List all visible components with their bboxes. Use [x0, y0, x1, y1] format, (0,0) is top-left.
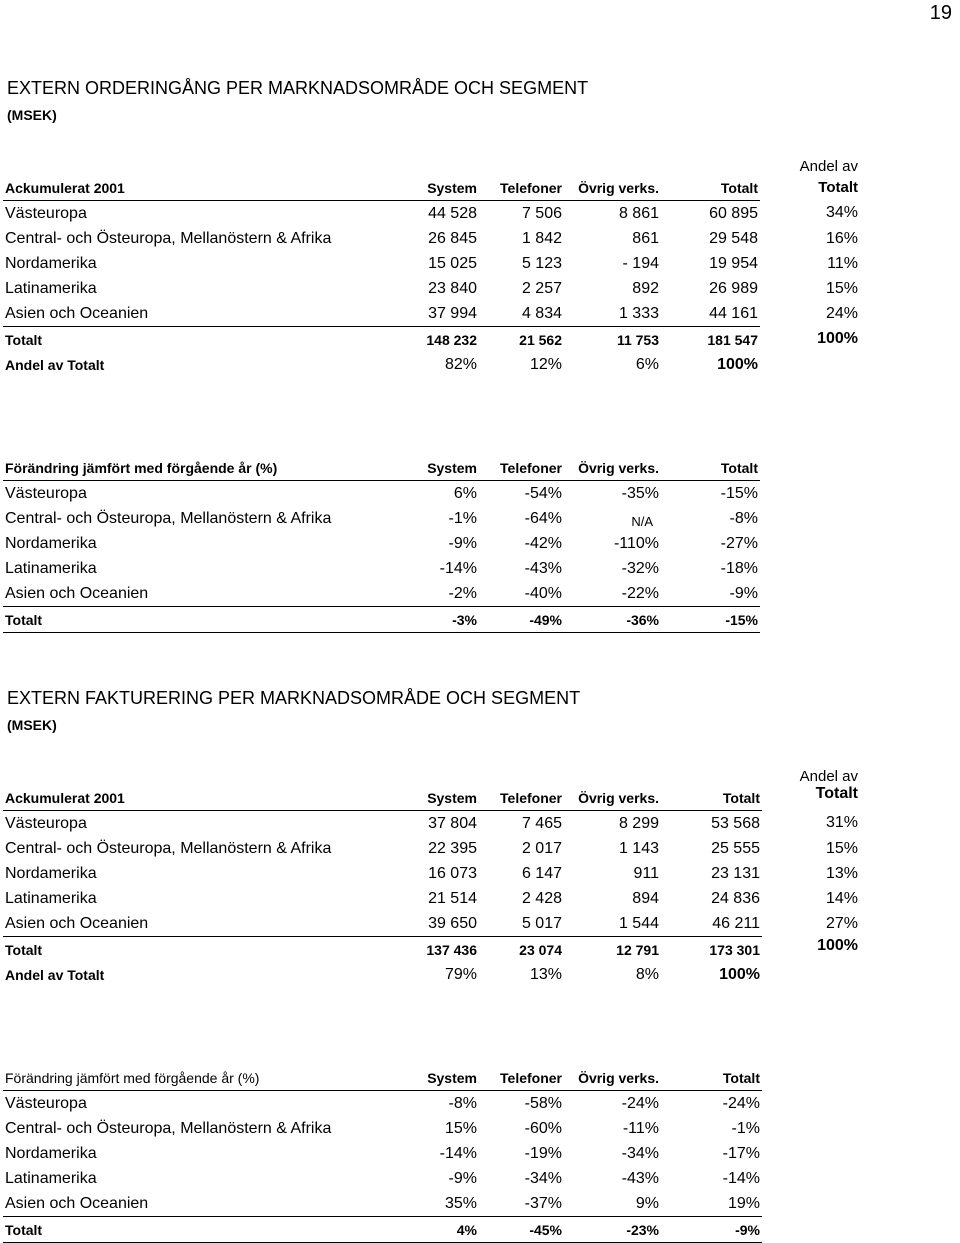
section1-unit: (MSEK): [7, 107, 57, 123]
table-pre-header: [3, 152, 860, 175]
value-cell: -14%: [722, 1169, 760, 1187]
value-cell: 29 548: [709, 229, 758, 247]
value-cell: 24 836: [711, 889, 760, 907]
region-cell: Västeuropa: [5, 1094, 87, 1112]
table-row: [3, 1166, 762, 1191]
table-header: [3, 175, 860, 201]
value-cell: 861: [632, 229, 659, 247]
col-header: Övrig verks.: [564, 785, 661, 811]
table-row: [3, 251, 860, 276]
share-cell: 100%: [717, 355, 758, 373]
total-row: [3, 1217, 762, 1243]
table-row: [3, 301, 860, 327]
value-cell: -14%: [439, 559, 477, 577]
value-cell: -18%: [720, 559, 758, 577]
total-cell: -36%: [564, 607, 661, 633]
value-cell: 37 994: [428, 304, 477, 322]
value-cell: -58%: [524, 1094, 562, 1112]
total-cell: 23 074: [479, 937, 564, 963]
total-row: [3, 327, 860, 353]
share-row: [3, 352, 860, 377]
col-header: Totalt: [818, 179, 858, 197]
col-header: Ackumulerat 2001: [3, 785, 393, 811]
region-cell: Latinamerika: [5, 889, 97, 907]
table-row: [3, 276, 860, 301]
value-cell: -14%: [439, 1144, 477, 1162]
invoicing-change-table: [3, 1065, 762, 1243]
table-row: [3, 531, 760, 556]
total-label: Totalt: [3, 937, 393, 963]
total-row: [3, 607, 760, 633]
share-cell: 79%: [444, 965, 477, 983]
value-cell: 7 465: [521, 814, 562, 832]
value-cell: 13%: [825, 864, 858, 882]
value-cell: 44 161: [709, 304, 758, 322]
table-row: [3, 556, 760, 581]
value-cell: [564, 506, 661, 531]
value-cell: 2 257: [521, 279, 562, 297]
table-row: [3, 581, 760, 607]
region-cell: Nordamerika: [5, 864, 97, 882]
value-cell: -22%: [621, 584, 659, 602]
region-cell: Central- och Östeuropa, Mellanöstern & Afrika: [5, 839, 332, 857]
total-cell: 148 232: [393, 327, 479, 353]
order-intake-change-table: [3, 455, 760, 633]
value-cell: -17%: [722, 1144, 760, 1162]
value-cell: 24%: [825, 304, 858, 322]
value-cell: -9%: [448, 534, 477, 552]
total-label: Totalt: [3, 327, 393, 353]
value-cell: -9%: [448, 1169, 477, 1187]
value-cell: -19%: [524, 1144, 562, 1162]
value-cell: 46 211: [712, 914, 760, 932]
value-cell: -8%: [729, 509, 758, 527]
table-row: [3, 506, 760, 531]
region-cell: Nordamerika: [5, 1144, 97, 1162]
share-cell: 8%: [635, 965, 659, 983]
total-cell: 12 791: [564, 937, 661, 963]
value-cell: 19 954: [709, 254, 758, 272]
value-cell: 25 555: [711, 839, 760, 857]
table-row: [3, 836, 860, 861]
region-cell: Västeuropa: [5, 484, 87, 502]
value-cell: -11%: [622, 1119, 659, 1137]
invoicing-table: [3, 762, 860, 987]
share-pre-header: Andel av: [799, 158, 858, 175]
value-cell: 1 842: [521, 229, 562, 247]
total-label: Totalt: [3, 607, 393, 633]
value-cell: 26 989: [709, 279, 758, 297]
col-header: Totalt: [815, 785, 858, 802]
col-header: Förändring jämfört med förgående år (%): [3, 1065, 393, 1091]
table-row: [3, 1191, 762, 1217]
total-label: Totalt: [3, 1217, 393, 1243]
table-body: [3, 201, 860, 378]
value-cell: -60%: [524, 1119, 562, 1137]
region-cell: Asien och Oceanien: [5, 1194, 149, 1212]
value-cell: 60 895: [709, 204, 758, 222]
value-cell: 16%: [825, 229, 858, 247]
total-cell: 100%: [817, 936, 858, 954]
table-row: [3, 861, 860, 886]
value-cell: -64%: [524, 509, 562, 527]
value-cell: 8 861: [618, 204, 659, 222]
value-cell: 911: [633, 864, 659, 882]
col-header: System: [393, 175, 479, 201]
value-cell: -34%: [524, 1169, 562, 1187]
value-cell: - 194: [622, 254, 659, 272]
value-cell: -8%: [448, 1094, 477, 1112]
region-cell: Nordamerika: [5, 254, 97, 272]
value-cell: -40%: [524, 584, 562, 602]
table-row: [3, 1091, 762, 1117]
section2-title: EXTERN FAKTURERING PER MARKNADSOMRÅDE OCH SEGMENT: [7, 688, 581, 708]
value-cell: -32%: [621, 559, 659, 577]
table-row: [3, 481, 760, 507]
region-cell: Asien och Oceanien: [5, 584, 149, 602]
col-header: System: [393, 455, 479, 481]
value-cell: 6%: [453, 484, 477, 502]
share-row: [3, 962, 860, 987]
region-cell: Central- och Östeuropa, Mellanöstern & Afrika: [5, 1119, 332, 1137]
col-header: Telefoner: [479, 455, 564, 481]
value-cell: 892: [632, 279, 659, 297]
total-cell: -3%: [393, 607, 479, 633]
value-cell: 8 299: [618, 814, 659, 832]
total-cell: 100%: [817, 330, 858, 348]
value-cell: -1%: [731, 1119, 760, 1137]
value-cell: 23 131: [711, 864, 760, 882]
region-cell: Nordamerika: [5, 534, 97, 552]
value-cell: 9%: [635, 1194, 659, 1212]
value-cell: 2 428: [521, 889, 562, 907]
region-cell: Asien och Oceanien: [5, 304, 149, 322]
col-header: Övrig verks.: [564, 175, 661, 201]
value-cell: 5 123: [521, 254, 562, 272]
value-cell: -110%: [613, 534, 659, 552]
value-cell: -42%: [524, 534, 562, 552]
value-cell: 31%: [825, 814, 858, 832]
total-cell: -9%: [661, 1217, 762, 1243]
value-cell: 7 506: [521, 204, 562, 222]
table-pre-header: [3, 762, 860, 785]
table-header: [3, 1065, 762, 1091]
col-header: Totalt: [661, 785, 762, 811]
value-cell: 53 568: [711, 814, 760, 832]
value-cell: 11%: [827, 254, 858, 272]
region-cell: Latinamerika: [5, 279, 97, 297]
na-value: N/A: [631, 513, 653, 529]
value-cell: 34%: [825, 204, 858, 222]
value-cell: 1 143: [618, 839, 659, 857]
col-header: Totalt: [661, 455, 760, 481]
section2-unit: (MSEK): [7, 717, 57, 733]
value-cell: 4 834: [521, 304, 562, 322]
page-number: 19: [929, 2, 952, 24]
table-header: [3, 455, 760, 481]
region-cell: Latinamerika: [5, 1169, 97, 1187]
col-header: Övrig verks.: [564, 455, 661, 481]
col-header: Telefoner: [479, 785, 564, 811]
total-cell: -23%: [564, 1217, 661, 1243]
total-cell: -49%: [479, 607, 564, 633]
total-cell: -15%: [661, 607, 760, 633]
total-cell: 137 436: [393, 937, 479, 963]
value-cell: 37 804: [428, 814, 477, 832]
section1-title: EXTERN ORDERINGÅNG PER MARKNADSOMRÅDE OCH SEGMENT: [7, 78, 589, 98]
col-header: Totalt: [661, 175, 760, 201]
col-header: Förändring jämfört med förgående år (%): [3, 455, 393, 481]
table-row: [3, 1141, 762, 1166]
value-cell: -9%: [729, 584, 758, 602]
value-cell: 15 025: [428, 254, 477, 272]
table-row: [3, 1116, 762, 1141]
region-cell: Västeuropa: [5, 814, 87, 832]
region-cell: Latinamerika: [5, 559, 97, 577]
value-cell: -27%: [720, 534, 758, 552]
region-cell: Västeuropa: [5, 204, 87, 222]
total-cell: 4%: [393, 1217, 479, 1243]
value-cell: 2 017: [521, 839, 562, 857]
value-cell: 26 845: [428, 229, 477, 247]
col-header: System: [393, 785, 479, 811]
value-cell: 23 840: [428, 279, 477, 297]
total-cell: 173 301: [661, 937, 762, 963]
order-intake-table: [3, 152, 860, 377]
value-cell: 44 528: [428, 204, 477, 222]
value-cell: -35%: [621, 484, 659, 502]
total-row: [3, 937, 860, 963]
table-row: [3, 911, 860, 937]
value-cell: 6 147: [521, 864, 562, 882]
total-cell: 21 562: [479, 327, 564, 353]
share-cell: 6%: [635, 355, 659, 373]
value-cell: 1 544: [618, 914, 659, 932]
value-cell: -2%: [448, 584, 477, 602]
value-cell: -54%: [524, 484, 562, 502]
total-cell: -45%: [479, 1217, 564, 1243]
value-cell: 14%: [825, 889, 858, 907]
region-cell: Central- och Östeuropa, Mellanöstern & Afrika: [5, 229, 332, 247]
table-header: [3, 785, 860, 811]
table-row: [3, 201, 860, 227]
share-label: Andel av Totalt: [5, 356, 105, 373]
region-cell: Asien och Oceanien: [5, 914, 149, 932]
share-cell: 13%: [529, 965, 562, 983]
value-cell: -15%: [720, 484, 758, 502]
value-cell: 15%: [825, 839, 858, 857]
share-cell: 100%: [719, 965, 760, 983]
share-label: Andel av Totalt: [5, 966, 105, 983]
value-cell: -43%: [524, 559, 562, 577]
value-cell: 1 333: [618, 304, 659, 322]
value-cell: -1%: [448, 509, 477, 527]
col-header: Telefoner: [479, 175, 564, 201]
value-cell: 19%: [727, 1194, 760, 1212]
value-cell: 16 073: [428, 864, 477, 882]
share-cell: 82%: [444, 355, 477, 373]
col-header: Ackumulerat 2001: [3, 175, 393, 201]
table-row: [3, 886, 860, 911]
value-cell: 21 514: [428, 889, 477, 907]
value-cell: -43%: [621, 1169, 659, 1187]
region-cell: Central- och Östeuropa, Mellanöstern & Afrika: [5, 509, 332, 527]
value-cell: 15%: [825, 279, 858, 297]
share-cell: 12%: [529, 355, 562, 373]
value-cell: 5 017: [521, 914, 562, 932]
total-cell: 11 753: [564, 327, 661, 353]
value-cell: -24%: [621, 1094, 659, 1112]
col-header: Telefoner: [479, 1065, 564, 1091]
value-cell: 894: [632, 889, 659, 907]
col-header: Övrig verks.: [564, 1065, 661, 1091]
table-row: [3, 226, 860, 251]
value-cell: -24%: [722, 1094, 760, 1112]
total-cell: 181 547: [661, 327, 760, 353]
value-cell: -37%: [524, 1194, 562, 1212]
value-cell: 35%: [444, 1194, 477, 1212]
table-row: [3, 811, 860, 837]
value-cell: 27%: [825, 914, 858, 932]
value-cell: 22 395: [428, 839, 477, 857]
col-header: System: [393, 1065, 479, 1091]
value-cell: -34%: [621, 1144, 659, 1162]
share-pre-header: Andel av: [799, 768, 858, 785]
col-header: Totalt: [661, 1065, 762, 1091]
value-cell: 39 650: [428, 914, 477, 932]
value-cell: 15%: [444, 1119, 477, 1137]
